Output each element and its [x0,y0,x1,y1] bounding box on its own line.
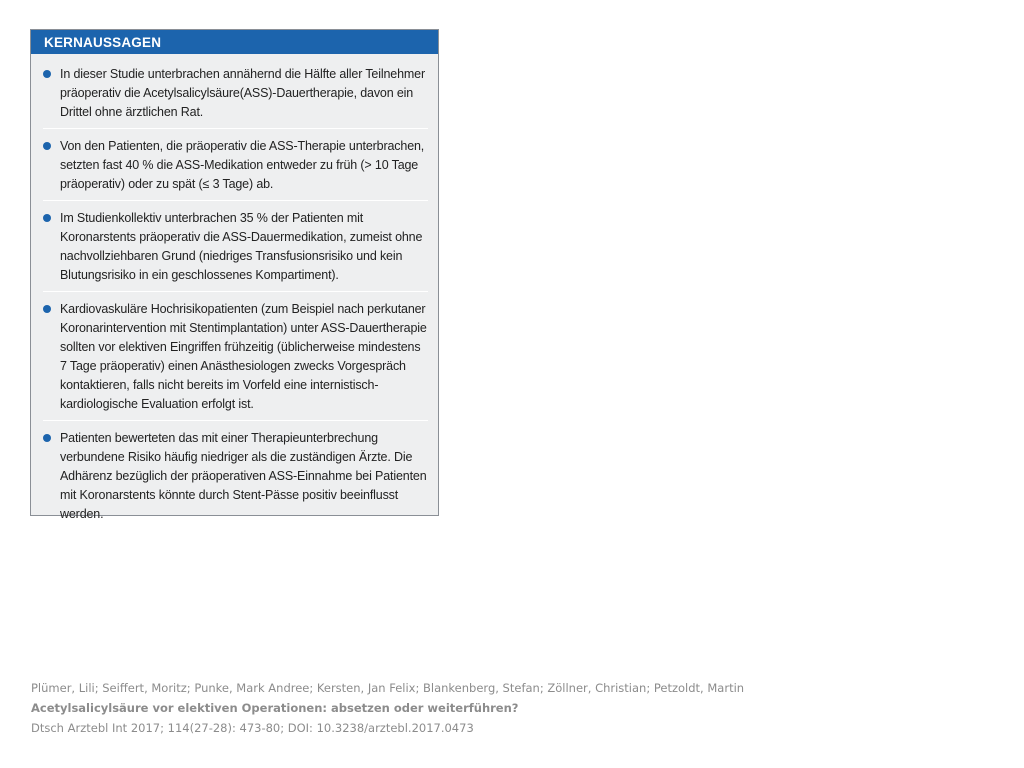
citation-authors: Plümer, Lili; Seiffert, Moritz; Punke, Mark Andree; Kersten, Jan Felix; Blankenberg, Stefan; Zöllner, Christian; Petzoldt, Martin [31,681,745,695]
key-messages-list [31,54,438,530]
list-item-text: Im Studienkollektiv unterbrachen 35 % der Patienten mit Koronarstents präoperativ die ASS-Dauermedikation, zumeist ohne nachvollziehbaren Grund (niedriges Transfusionsrisiko und kein Blutungsrisiko in ein geschlossenes Kompartiment). [60,211,423,282]
bullet-icon [43,70,51,78]
bullet-icon [43,434,51,442]
list-item [43,300,428,421]
key-messages-box [30,29,439,521]
list-item [43,209,428,292]
bullet-icon [43,142,51,150]
citation-source: Dtsch Arztebl Int 2017; 114(27-28): 473-80; DOI: 10.3238/arztebl.2017.0473 [31,721,474,735]
bullet-icon [43,305,51,313]
box-header: KERNAUSSAGEN [31,30,438,54]
list-item-text: Kardiovaskuläre Hochrisikopatienten (zum Beispiel nach perkutaner Koronarintervention mit Stentimplantation) unter ASS-Dauertherapie sollten vor elektiven Eingriffen frühzeitig (üblicherweise mindestens 7 Tage präoperativ) einen Anästhesiologen zwecks Vorgespräch kontaktieren, falls nicht bereits im Vorfeld eine internistisch-kardiologische Evaluation erfolgt ist. [60,302,427,411]
citation-title: Acetylsalicylsäure vor elektiven Operationen: absetzen oder weiterführen? [31,701,519,715]
list-item-text: Patienten bewerteten das mit einer Therapieunterbrechung verbundene Risiko häufig niedriger als die zuständigen Ärzte. Die Adhärenz bezüglich der präoperativen ASS-Einnahme bei Patienten mit Koronarstents könnte durch Stent-Pässe positiv beeinflusst werden. [60,431,427,521]
list-item [43,429,428,530]
list-item [43,65,428,129]
bullet-icon [43,214,51,222]
list-item [43,137,428,201]
list-item-text: In dieser Studie unterbrachen annähernd die Hälfte aller Teilnehmer präoperativ die Acetylsalicylsäure(ASS)-Dauertherapie, davon ein Drittel ohne ärztlichen Rat. [60,67,425,119]
list-item-text: Von den Patienten, die präoperativ die ASS-Therapie unterbrachen, setzten fast 40 % die ASS-Medikation entweder zu früh (> 10 Tage präoperativ) oder zu spät (≤ 3 Tage) ab. [60,139,425,191]
citation [31,678,744,738]
